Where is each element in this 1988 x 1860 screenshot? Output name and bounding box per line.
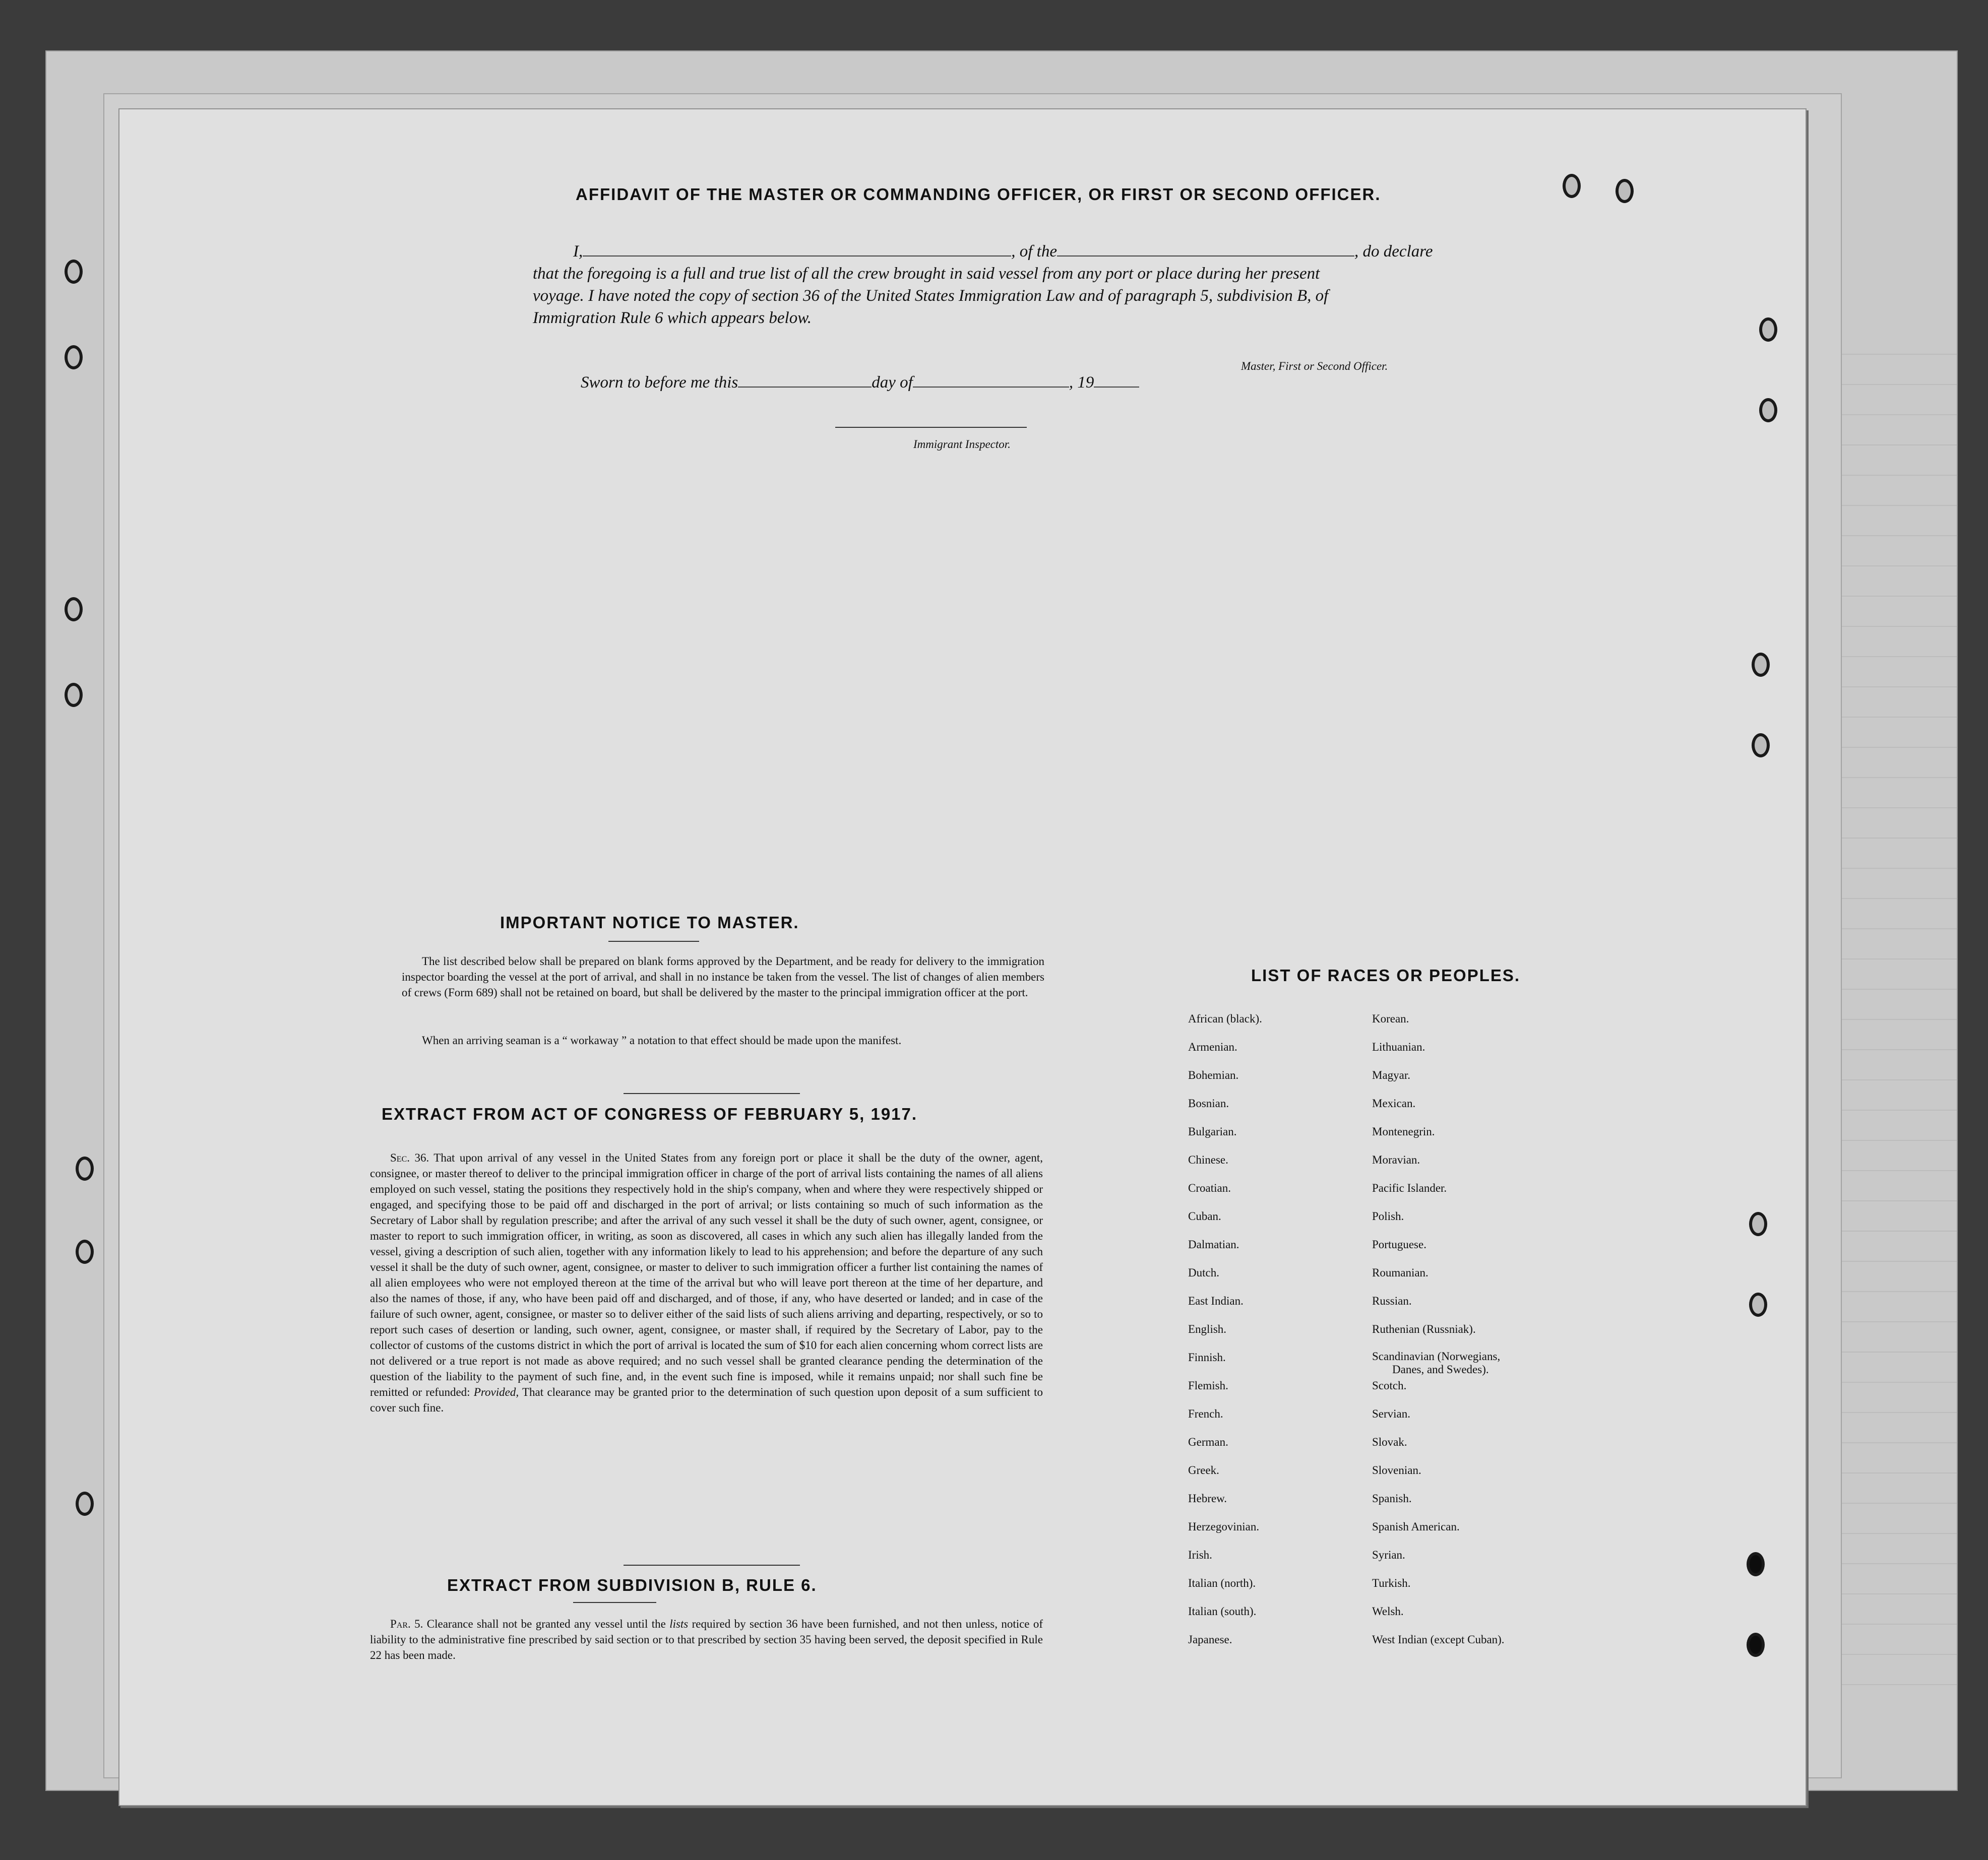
race-item: Cuban. [1188,1210,1221,1223]
race-item: Polish. [1372,1210,1404,1223]
act-rule-top [624,1093,800,1094]
binder-hole [1749,1212,1767,1236]
notice-paragraph-2: When an arriving seaman is a “ workaway ” a notation to that effect should be made upon the manifest. [422,1034,902,1047]
race-item: Lithuanian. [1372,1041,1425,1053]
affidavit-line-2: that the foregoing is a full and true list of all the crew brought in said vessel from any port or place during her present [533,265,1320,283]
race-item: Bulgarian. [1188,1125,1237,1138]
race-item: Greek. [1188,1464,1219,1477]
binder-hole [1759,317,1777,342]
notice-rule [608,941,699,942]
race-item: Japanese. [1188,1633,1232,1646]
race-item: Turkish. [1372,1577,1411,1589]
race-item: Montenegrin. [1372,1125,1435,1138]
race-item: Moravian. [1372,1153,1420,1166]
binder-hole [1759,398,1777,422]
race-item: Pacific Islander. [1372,1182,1447,1194]
act-section-36-text: Sec. 36. That upon arrival of any vessel in the United States from any foreign port or place it shall be the duty of the owner, agent, consignee, or master thereof to deliver to the principal immigration officer in charge of the port of arrival lists containing the names of all aliens employed on such vessel, stating the positions they respectively hold in the ship's company, when and where they were respectively shipped or engaged, and specifying those to be paid off and discharged in the port of arrival; or lists containing so much of such information as the Secretary of Labor shall by regulation prescribe; and after the arrival of any such vessel it shall be the duty of such owner, agent, consignee, or master to report to such immigration officer, in writing, as soon as discovered, all cases in which any such alien has illegally landed from the vessel, giving a description of such alien, together with any information likely to lead to his apprehension; and before the departure of any such vessel it shall be the duty of such owner, agent, consignee, or master to deliver to such immigration officer a further list containing the names of all alien employees who were not employed thereon at the time of the arrival but who will leave port thereon at the time of her departure, and also the names of those, if any, who have been paid off and discharged, and of those, if any, who have deserted or landed; and in case of the failure of such owner, agent, consignee, or master so to deliver either of the said lists of such aliens arriving and departing, respectively, or so to report such cases of desertion or landing, such owner, agent, consignee, or master shall, if required by the Secretary of Labor, pay to the collector of customs of the customs district in which the port of arrival is located the sum of $10 for each alien concerning whom correct lists are not delivered or a true report is not made as above required; and no such vessel shall be granted clearance pending the determination of the question of the liability to the payment of such fine, and, in the event such fine is imposed, while it remains unpaid; nor shall such fine be remitted or refunded: Provided, That clearance may be granted prior to the determination of such question upon deposit of a sum sufficient to cover such fine. [370,1151,1043,1414]
race-item: Bohemian. [1188,1069,1239,1081]
rule-extract-title: EXTRACT FROM SUBDIVISION B, RULE 6. [447,1576,817,1594]
race-item: Dalmatian. [1188,1238,1239,1251]
affidavit-line-4: Immigration Rule 6 which appears below. [533,309,812,327]
race-item: Mexican. [1372,1097,1416,1110]
race-item: Bosnian. [1188,1097,1229,1110]
rule-extract-rule-bottom [573,1602,656,1603]
race-item: Welsh. [1372,1605,1404,1618]
affidavit-line-1: I, , of the , do declare [573,242,1433,261]
race-item: Herzegovinian. [1188,1520,1260,1533]
binder-hole [76,1240,94,1264]
notice-paragraph-1: The list described below shall be prepared on blank forms approved by the Department, and be ready for delivery to the immigration inspector boarding the vessel at the port of arrival, and shall in no instance be taken from the vessel. The list of changes of alien members of crews (Form 689) shall not be retained on board, but shall be delivered by the master to the principal immigration officer at the port. [402,955,1044,999]
binder-hole [1747,1633,1765,1657]
notice-title: IMPORTANT NOTICE TO MASTER. [500,913,799,932]
race-item: Croatian. [1188,1182,1231,1194]
race-item: Spanish. [1372,1492,1412,1505]
binder-hole [76,1492,94,1516]
binder-hole [1616,179,1634,203]
race-item: Hebrew. [1188,1492,1227,1505]
race-item: East Indian. [1188,1295,1244,1307]
binder-hole [65,683,83,707]
binder-hole [65,260,83,284]
binder-hole [1752,733,1770,757]
inspector-signature-rule [835,427,1027,428]
race-item: Dutch. [1188,1266,1219,1279]
race-item: African (black). [1188,1012,1262,1025]
race-item: Roumanian. [1372,1266,1428,1279]
race-item: Italian (south). [1188,1605,1257,1618]
race-item: Irish. [1188,1549,1212,1561]
binder-hole [76,1157,94,1181]
race-item: Magyar. [1372,1069,1411,1081]
rule-paragraph-5-text: Par. 5. Clearance shall not be granted any vessel until the lists required by section 36 have been furnished, and not then unless, notice of liability to the administrative fine prescribed by said section or to that prescribed by section 35 having been served, the deposit specified in Rule 22 has been made. [370,1618,1043,1661]
act-title: EXTRACT FROM ACT OF CONGRESS OF FEBRUARY 5, 1917. [382,1105,918,1123]
affidavit-line-3: voyage. I have noted the copy of section 36 of the United States Immigration Law and of paragraph 5, subdivision B, of [533,287,1329,305]
binder-hole [1563,174,1581,198]
race-item: Armenian. [1188,1041,1237,1053]
race-item: Scandinavian (Norwegians, Danes, and Swedes). [1372,1350,1501,1376]
race-item: Syrian. [1372,1549,1405,1561]
race-item: Slovenian. [1372,1464,1421,1477]
race-item: German. [1188,1436,1228,1448]
sworn-line: Sworn to before me this day of , 19 [581,371,1139,394]
binder-hole [65,597,83,621]
inspector-label: Immigrant Inspector. [913,438,1011,451]
race-item: Finnish. [1188,1351,1226,1364]
race-item: Spanish American. [1372,1520,1460,1533]
binder-hole [1747,1552,1765,1576]
rule-extract-rule-top [624,1565,800,1566]
affidavit-title: AFFIDAVIT OF THE MASTER OR COMMANDING OFFICER, OR FIRST OR SECOND OFFICER. [576,185,1381,204]
race-item: Korean. [1372,1012,1409,1025]
race-item: Ruthenian (Russniak). [1372,1323,1476,1335]
race-item: Italian (north). [1188,1577,1256,1589]
race-item: Scotch. [1372,1379,1407,1392]
races-column-1 [1188,1011,1262,1660]
race-item: English. [1188,1323,1227,1335]
binder-hole [1749,1293,1767,1317]
race-item: Slovak. [1372,1436,1407,1448]
race-item: Servian. [1372,1407,1411,1420]
races-column-2 [1372,1011,1505,1660]
binder-hole [65,345,83,369]
race-item: Russian. [1372,1295,1412,1307]
race-item: West Indian (except Cuban). [1372,1633,1505,1646]
race-item: Portuguese. [1372,1238,1426,1251]
affidavit-page [118,108,1807,1806]
race-item: Flemish. [1188,1379,1228,1392]
master-signature-line: Master, First or Second Officer. [1241,360,1388,372]
race-item: Chinese. [1188,1153,1228,1166]
races-title: LIST OF RACES OR PEOPLES. [1251,966,1521,985]
binder-hole [1752,653,1770,677]
race-item: French. [1188,1407,1223,1420]
